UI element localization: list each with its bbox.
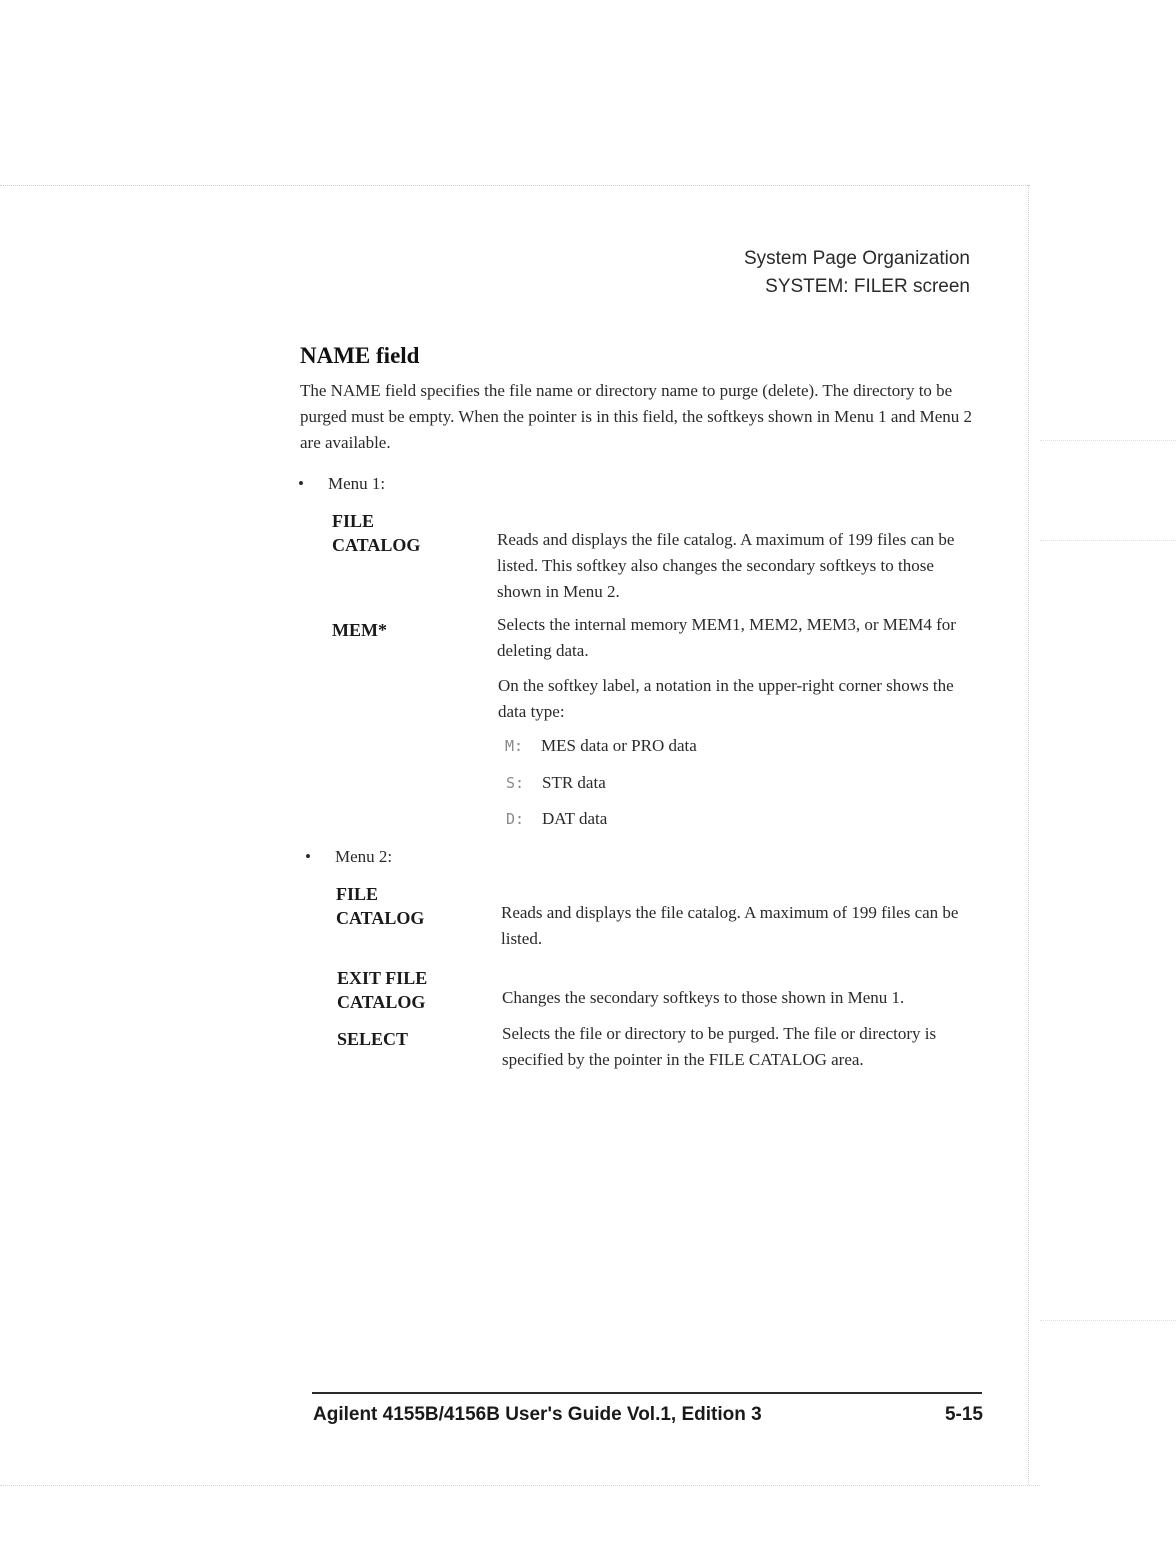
menu2-label: Menu 2:: [335, 847, 393, 866]
footer-title: Agilent 4155B/4156B User's Guide Vol.1, Edition 3: [313, 1404, 762, 1425]
data-type-text: MES data or PRO data: [541, 736, 697, 755]
page-number: 5-15: [944, 1404, 983, 1425]
menu2-select-desc: Selects the file or directory to be purged. The file or directory is specified by the pointer in the FILE CATALOG area.: [502, 1024, 937, 1069]
menu2-file-catalog-term: [336, 882, 424, 930]
term-line: FILE: [332, 511, 375, 531]
menu2-select-term: SELECT: [337, 1029, 409, 1049]
term-line: CATALOG: [337, 992, 426, 1012]
menu1-mem-term: MEM*: [332, 620, 387, 640]
menu2-exit-file-catalog-desc: Changes the secondary softkeys to those shown in Menu 1.: [502, 988, 905, 1007]
bullet-icon: •: [305, 847, 311, 866]
term-line: CATALOG: [336, 908, 425, 928]
data-type-row: [506, 809, 607, 829]
term-line: FILE: [336, 884, 379, 904]
running-header-line1: System Page Organization: [743, 248, 970, 269]
menu1-bullet: [298, 474, 385, 494]
running-header: [744, 245, 970, 301]
scan-border-top: [0, 185, 1030, 186]
menu2-bullet: [305, 847, 392, 867]
running-header-line2: SYSTEM: FILER screen: [765, 276, 970, 297]
scan-mark: [1040, 440, 1176, 441]
section-title: NAME field: [300, 343, 420, 368]
menu2-exit-file-catalog-term: [337, 966, 427, 1014]
data-type-key: M:: [505, 737, 524, 755]
scan-border-bottom: [0, 1485, 1040, 1486]
menu1-mem-desc2: On the softkey label, a notation in the upper-right corner shows the data type:: [498, 676, 954, 721]
scan-mark: [1040, 540, 1176, 541]
scan-border-right: [1028, 185, 1029, 1485]
term-line: CATALOG: [332, 535, 421, 555]
data-type-text: DAT data: [542, 809, 608, 828]
data-type-row: [505, 736, 697, 756]
menu1-mem-desc1: Selects the internal memory MEM1, MEM2, MEM3, or MEM4 for deleting data.: [497, 615, 956, 660]
menu1-file-catalog-term: [332, 509, 420, 557]
menu1-file-catalog-desc: Reads and displays the file catalog. A maximum of 199 files can be listed. This softkey also changes the secondary softkeys to those shown in Menu 2.: [497, 530, 955, 601]
intro-paragraph: The NAME field specifies the file name or directory name to purge (delete). The directory to be purged must be empty. When the pointer is in this field, the softkeys shown in Menu 1 and Menu 2 are available.: [300, 381, 973, 452]
menu2-file-catalog-desc: Reads and displays the file catalog. A maximum of 199 files can be listed.: [501, 903, 959, 948]
footer-rule: [312, 1392, 982, 1394]
data-type-key: D:: [506, 810, 525, 828]
scan-mark: [1040, 1320, 1176, 1321]
data-type-key: S:: [506, 774, 525, 792]
data-type-text: STR data: [542, 773, 606, 792]
menu1-label: Menu 1:: [328, 474, 386, 493]
data-type-row: [506, 773, 606, 793]
bullet-icon: •: [298, 474, 304, 493]
term-line: EXIT FILE: [337, 968, 428, 988]
